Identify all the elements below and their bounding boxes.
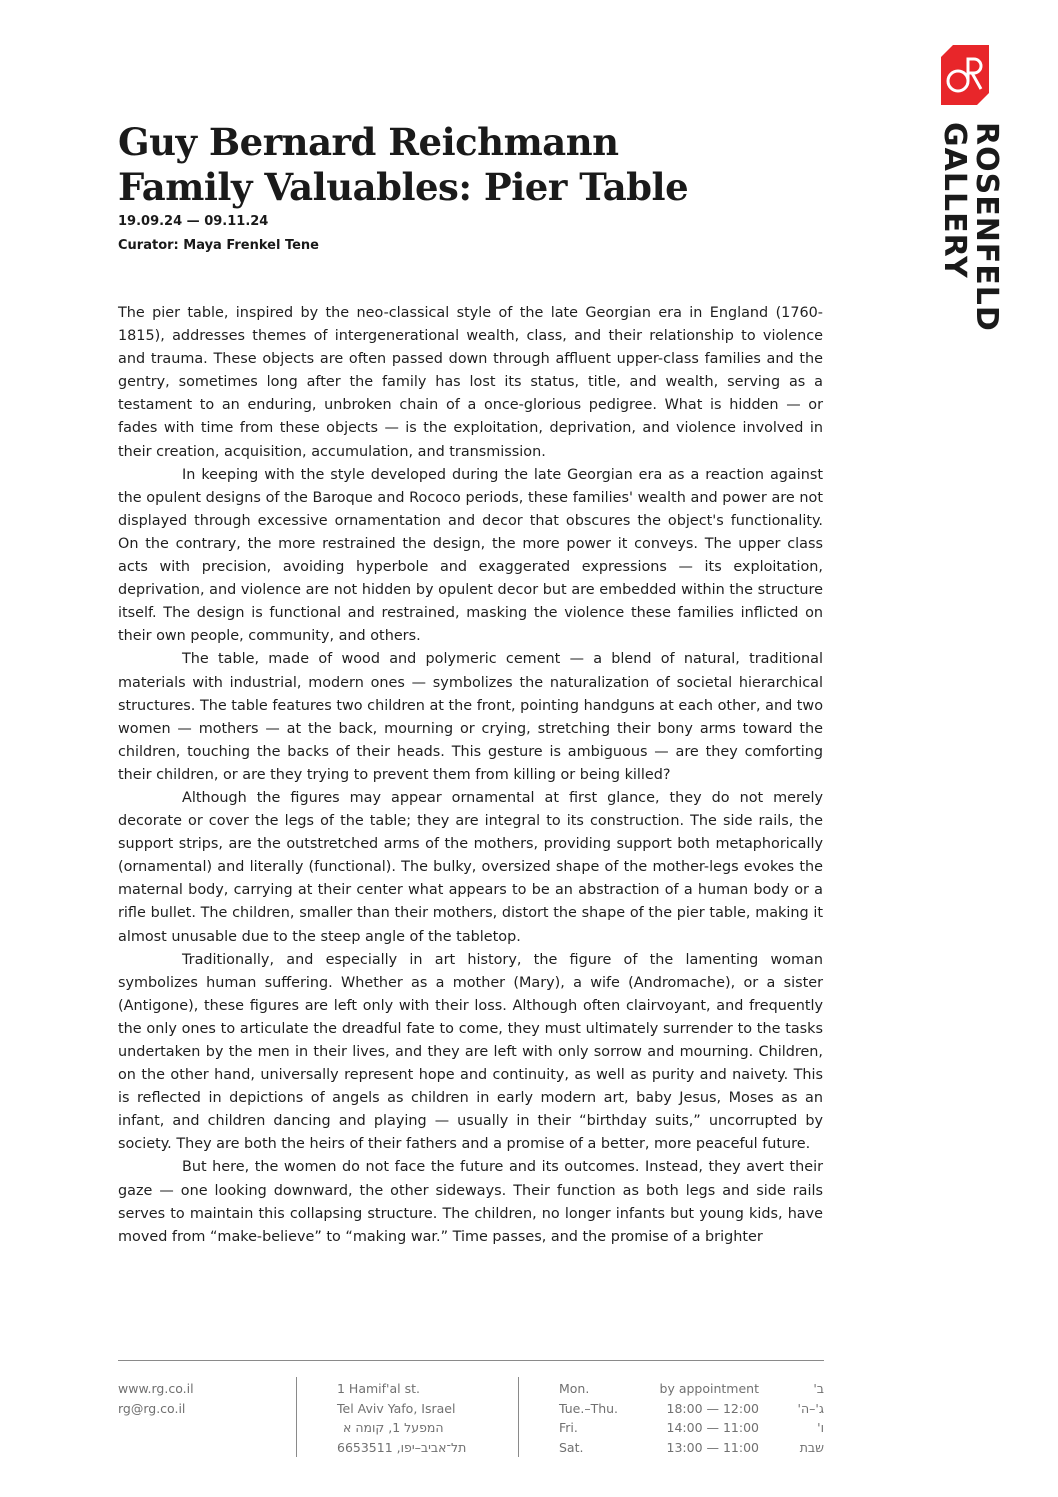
paragraph: But here, the women do not face the future and its outcomes. Instead, they avert their gaze — one looking downward, the other sideways. Their function as both legs and side rails serves to maintain this collapsing structure. The children, no longer infants but young kids, have moved from “make-believe” to “making war.” Time passes, and the promise of a brighter [118,1159,823,1245]
hours-time: 18:00 — 12:00 [666,1400,759,1416]
address-line-hebrew: המפעל 1, קומה א [343,1420,444,1436]
hours-time: 14:00 — 11:00 [666,1420,759,1436]
address-line: 1 Hamif'al st. [337,1381,420,1396]
hours-day-hebrew: ב' [813,1381,824,1396]
hours-day-hebrew: ג'–ה' [797,1400,824,1416]
hours-row [559,1399,824,1419]
wordmark-line-2: GALLERY [937,122,972,279]
hours-row [559,1418,824,1438]
footer-divider [118,1360,824,1361]
hours-day: Mon. [559,1381,590,1396]
page-title [118,120,688,210]
paragraph: The table, made of wood and polymeric cement — a blend of natural, traditional materials with industrial, modern ones — symbolizes the naturalization of societal hierarchical structures. The table features two children at the front, pointing handguns at each other, and two women — mothers — at the back, mourning or crying, stretching their bony arms toward the children, touching the backs of their heads. This gesture is ambiguous — are they comforting their children, or are they trying to prevent them from killing or being killed? [118,651,823,783]
title-line-artist: Guy Bernard Reichmann [118,120,619,164]
footer-column-separator [296,1377,297,1457]
hours-day-hebrew: שבת [799,1439,824,1455]
hours-day: Sat. [559,1439,584,1455]
paragraph: In keeping with the style developed during the late Georgian era as a reaction against the opulent designs of the Baroque and Rococo periods, these families' wealth and power are not displayed through excessive ornamentation and decor that obscures the object's functionality. On the contrary, the more restrained the design, the more power it conveys. The upper class acts with precision, avoiding hyperbole and exaggerated expressions — its exploitation, deprivation, and violence are not hidden by opulent decor but are embedded within the structure itself. The design is functional and restrained, masking the violence these families inflicted on their own people, community, and others. [118,466,823,645]
essay-body [118,302,823,1249]
footer-contact [118,1379,194,1418]
footer-address [337,1379,466,1457]
paragraph: Traditionally, and especially in art history, the figure of the lamenting woman symbolizes human suffering. Whether as a mother (Mary), a wife (Andromache), or a sister (Antigone), these figures are left only with their loss. Although often clairvoyant, and frequently the only ones to articulate the dreadful fate to come, they must ultimately surrender to the tasks undertaken by the men in their lives, and they are left with only sorrow and mourning. Children, on the other hand, universally represent hope and continuity, as well as purity and naivety. This is reflected in depictions of angels as children in early modern art, baby Jesus, Moses as an infant, and children dancing and playing — usually in their “birthday suits,” uncorrupted by society. They are both the heirs of their fathers and a promise of a better, more peaceful future. [118,951,823,1153]
rg-monogram-icon [941,45,989,105]
hours-time: by appointment [659,1381,759,1396]
footer-column-separator [518,1377,519,1457]
hours-day: Fri. [559,1420,578,1436]
email-link[interactable]: rg@rg.co.il [118,1400,186,1416]
paragraph: Although the figures may appear ornamental at first glance, they do not merely decorate or cover the legs of the table; they are integral to its construction. The side rails, the support strips, are the outstretched arms of the mothers, providing support both metaphorically (ornamental) and literally (functional). The bulky, oversized shape of the mother-legs evokes the maternal body, carrying at their center what appears to be an abstraction of a human body or a rifle bullet. The children, smaller than their mothers, distort the shape of the pier table, making it almost unusable due to the steep angle of the tabletop. [118,789,823,945]
wordmark-line-1: ROSENFELD [969,122,1004,332]
exhibition-dates: 19.09.24 — 09.11.24 [118,214,269,229]
gallery-wordmark [938,122,1002,332]
curator-credit: Curator: Maya Frenkel Tene [118,238,319,253]
hours-day: Tue.–Thu. [559,1400,619,1416]
title-line-exhibition: Family Valuables: Pier Table [118,165,689,209]
hours-time: 13:00 — 11:00 [666,1439,759,1455]
address-line-hebrew: תל־אביב–יפו, 6653511 [337,1439,467,1455]
opening-hours [559,1379,824,1457]
hours-day-hebrew: ו' [817,1420,824,1436]
website-link[interactable]: www.rg.co.il [118,1381,194,1396]
address-line: Tel Aviv Yafo, Israel [337,1400,456,1416]
paragraph: The pier table, inspired by the neo-classical style of the late Georgian era in England (1760-1815), addresses themes of intergenerational wealth, class, and their relationship to violence and trauma. These objects are often passed down through affluent upper-class families and the gentry, sometimes long after the family has lost its status, title, and wealth, serving as a testament to an enduring, unbroken chain of a once-glorious pedigree. What is hidden — or fades with time from these objects — is the exploitation, deprivation, and violence involved in their creation, acquisition, accumulation, and transmission. [118,305,823,460]
hours-row [559,1379,824,1399]
hours-row [559,1438,824,1458]
